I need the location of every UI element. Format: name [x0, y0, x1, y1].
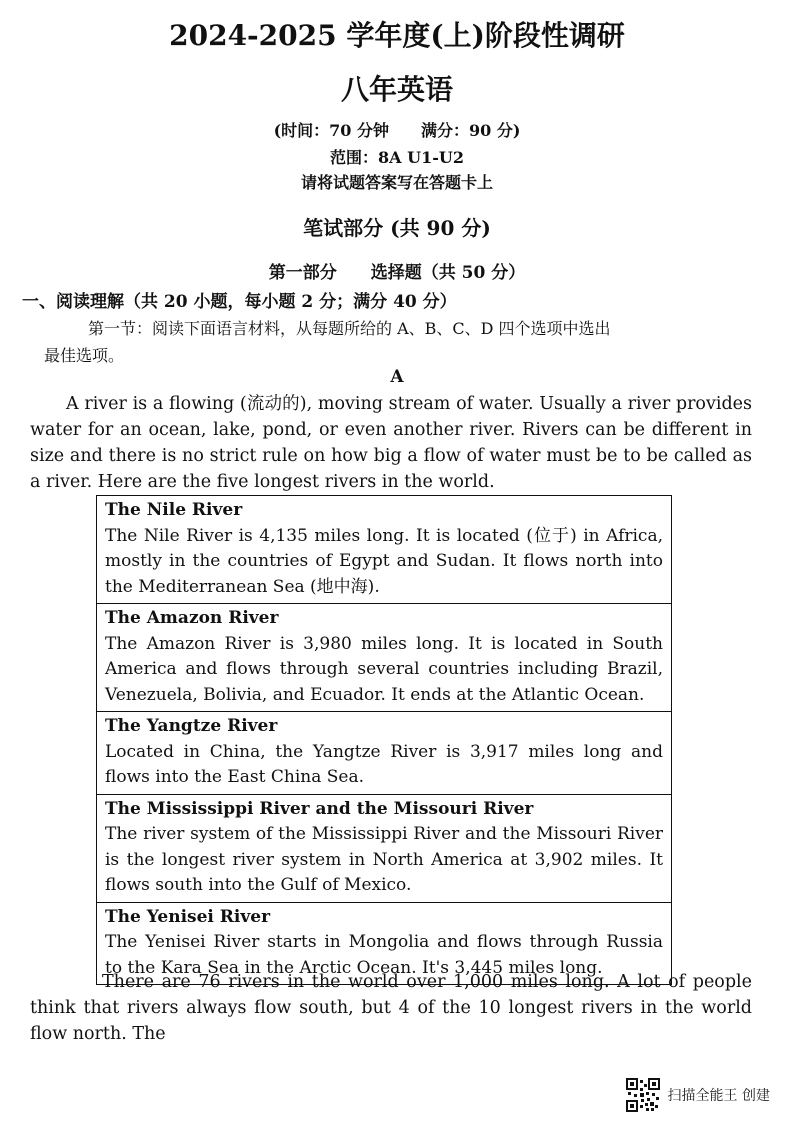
scanner-watermark: [626, 1078, 770, 1112]
time-info: (时间：70 分钟 满分：90 分): [273, 121, 521, 140]
part-one-heading: 第一部分 选择题（共 50 分）: [268, 263, 526, 283]
river-name: The Yangtze River: [105, 716, 278, 736]
instruction-line-1: 第一节：阅读下面语言材料，从每题所给的 A、B、C、D 四个选项中选出: [88, 319, 611, 338]
written-part-heading: 笔试部分 (共 90 分): [303, 216, 491, 240]
instruction-line-2: 最佳选项。: [44, 346, 125, 365]
exam-scope: 范围：8A U1-U2: [330, 148, 464, 167]
section-one-heading: 一、阅读理解（共 20 小题，每小题 2 分；满分 40 分）: [22, 292, 457, 312]
river-name: The Mississippi River and the Missouri River: [105, 798, 534, 819]
river-description: The Amazon River is 3,980 miles long. It is located in South America and flows through several countries including Brazil, Venezuela, Bolivia, and Ecuador. It ends at the Atlantic Ocean.: [105, 633, 663, 705]
exam-subject: 八年英语: [340, 73, 453, 106]
river-name: The Yenisei River: [105, 906, 271, 927]
river-description: The river system of the Mississippi River and the Missouri River is the longest river system in North America at 3,902 miles. It flows south into the Gulf of Mexico.: [105, 824, 663, 895]
watermark-text: 扫描全能王 创建: [667, 1088, 770, 1104]
exam-title: 2024-2025 学年度(上)阶段性调研: [169, 19, 625, 52]
answer-notice: 请将试题答案写在答题卡上: [300, 173, 493, 192]
closing-paragraph: There are 76 rivers in the world over 1,000 miles long. A lot of people think that rivers always flow south, but 4 of the 10 longest rivers in the world flow north. The: [30, 972, 752, 1044]
river-cell: [97, 604, 671, 712]
passage-label: A: [390, 367, 404, 387]
river-description: Located in China, the Yangtze River is 3,917 miles long and flows into the East China Sea.: [105, 741, 663, 787]
river-cell: [97, 496, 671, 604]
rivers-table: [96, 495, 672, 985]
qr-code-icon: [626, 1078, 660, 1112]
river-cell: [97, 712, 671, 795]
river-name: The Amazon River: [105, 608, 279, 628]
intro-paragraph: A river is a flowing (流动的), moving stream of water. Usually a river provides water for an ocean, lake, pond, or even another river. Rivers can be different in size and there is no strict rule on how big a flow of water must be to be called as a river. Here are the five longest rivers in the world.: [30, 394, 752, 492]
river-name: The Nile River: [105, 500, 243, 520]
river-description: The Yenisei River starts in Mongolia and flows through Russia to the Kara Sea in the Arctic Ocean. It's 3,445 miles long.: [105, 932, 663, 978]
instruction: [44, 315, 764, 369]
river-cell: [97, 795, 671, 903]
river-description: The Nile River is 4,135 miles long. It is located (位于) in Africa, mostly in the countries of Egypt and Sudan. It flows north into the Mediterranean Sea (地中海).: [105, 525, 663, 597]
